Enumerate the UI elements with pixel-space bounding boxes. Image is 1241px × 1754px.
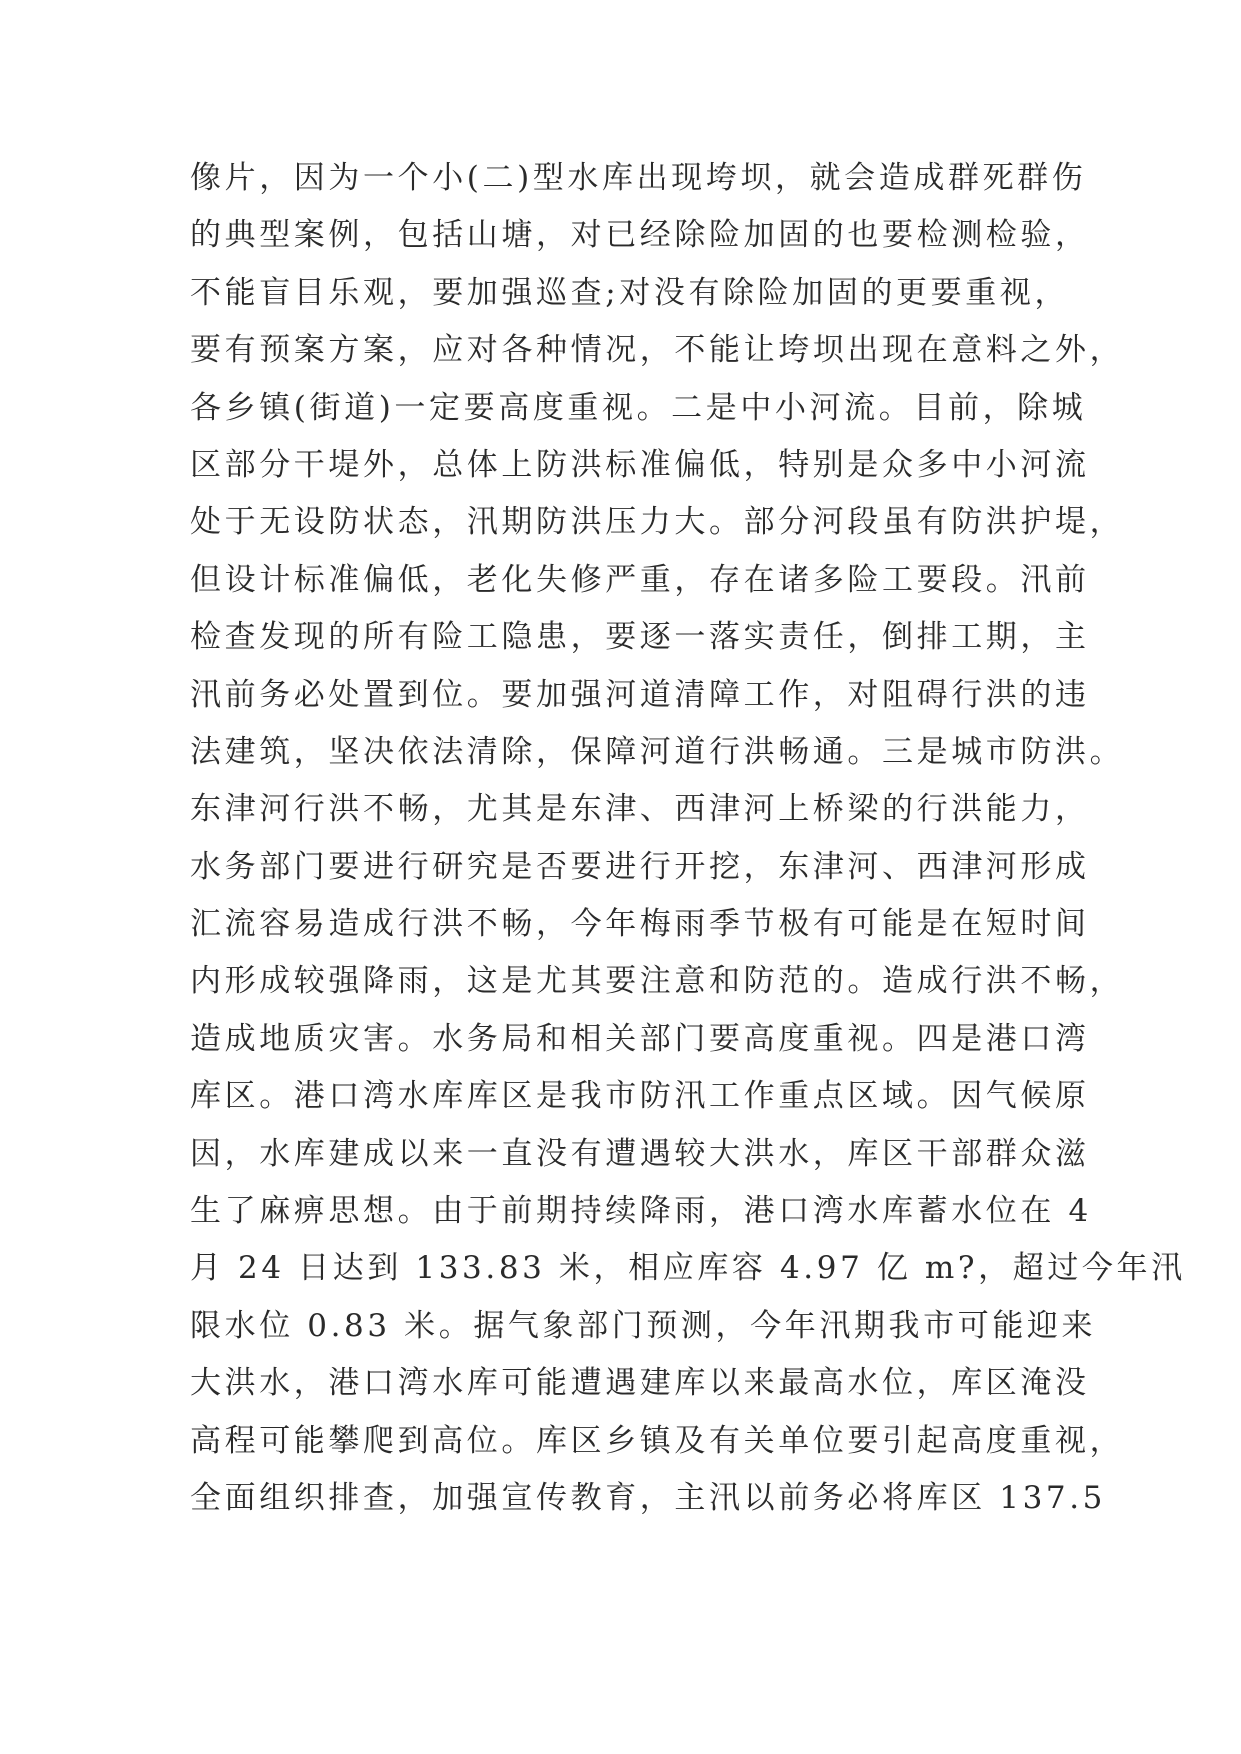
text-line: 限水位 0.83 米。据气象部门预测，今年汛期我市可能迎来 — [190, 1307, 1097, 1344]
text-line: 的典型案例，包括山塘，对已经除险加固的也要检测检验， — [190, 217, 1090, 254]
text-line: 库区。港口湾水库库区是我市防汛工作重点区域。因气候原 — [190, 1078, 1090, 1115]
text-line: 东津河行洪不畅，尤其是东津、西津河上桥梁的行洪能力， — [190, 791, 1090, 828]
text-line: 区部分干堤外，总体上防洪标准偏低，特别是众多中小河流 — [190, 446, 1090, 483]
text-line: 但设计标准偏低，老化失修严重，存在诸多险工要段。汛前 — [190, 561, 1090, 598]
text-line: 像片，因为一个小(二)型水库出现垮坝，就会造成群死群伤 — [190, 160, 1087, 196]
text-line: 生了麻痹思想。由于前期持续降雨，港口湾水库蓄水位在 4 — [190, 1193, 1092, 1230]
text-line: 要有预案方案，应对各种情况，不能让垮坝出现在意料之外， — [190, 332, 1125, 369]
text-line: 法建筑，坚决依法清除，保障河道行洪畅通。三是城市防洪。 — [190, 733, 1125, 770]
text-line: 各乡镇(街道)一定要高度重视。二是中小河流。目前，除城 — [190, 389, 1087, 426]
text-line: 汇流容易造成行洪不畅，今年梅雨季节极有可能是在短时间 — [190, 906, 1090, 943]
text-line: 内形成较强降雨，这是尤其要注意和防范的。造成行洪不畅， — [190, 963, 1125, 1000]
text-line: 大洪水，港口湾水库可能遭遇建库以来最高水位，库区淹没 — [190, 1365, 1090, 1402]
text-line: 不能盲目乐观，要加强巡查;对没有除险加固的更要重视， — [190, 274, 1070, 311]
text-line: 造成地质灾害。水务局和相关部门要高度重视。四是港口湾 — [190, 1020, 1090, 1057]
text-line: 检查发现的所有险工隐患，要逐一落实责任，倒排工期，主 — [190, 619, 1090, 656]
text-line: 汛前务必处置到位。要加强河道清障工作，对阻碍行洪的违 — [190, 676, 1090, 713]
text-line: 水务部门要进行研究是否要进行开挖，东津河、西津河形成 — [190, 848, 1090, 885]
body-text — [190, 150, 1186, 1527]
text-line: 全面组织排查，加强宣传教育，主汛以前务必将库区 137.5 — [190, 1479, 1106, 1516]
text-line: 高程可能攀爬到高位。库区乡镇及有关单位要引起高度重视， — [190, 1422, 1125, 1459]
text-line: 处于无设防状态，汛期防洪压力大。部分河段虽有防洪护堤， — [190, 504, 1125, 541]
text-line: 月 24 日达到 133.83 米，相应库容 4.97 亿 m?，超过今年汛 — [190, 1250, 1186, 1287]
text-line: 因，水库建成以来一直没有遭遇较大洪水，库区干部群众滋 — [190, 1135, 1090, 1172]
